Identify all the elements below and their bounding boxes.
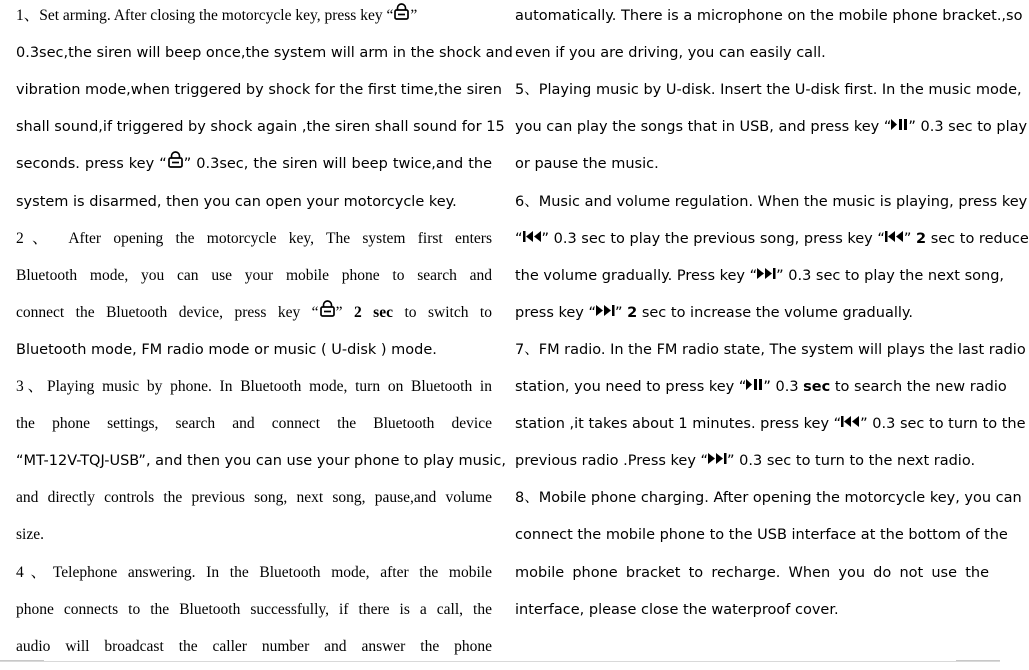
text-segment: station ,it takes about 1 minutes. press key “ [515, 416, 842, 433]
text-segment: ” 0.3sec, the siren will beep twice,and the [183, 156, 492, 173]
text-segment: 3、Playing music by phone. In Bluetooth mode, turn on Bluetooth in [16, 378, 492, 395]
text-segment: or pause the music. [515, 156, 659, 173]
text-segment: seconds. press key “ [16, 156, 167, 173]
text-segment: ” 0.3 sec to play the next song, [776, 267, 1005, 284]
text-segment: ” 0.3 sec to turn to the next radio. [727, 453, 976, 470]
text-segment: size. [16, 526, 44, 544]
play-pause-icon [746, 372, 763, 402]
next-track-icon [708, 446, 727, 476]
left-text-line [16, 112, 505, 149]
text-segment: ” [335, 303, 354, 321]
text-segment: ” 0.3 sec to play [908, 119, 1028, 136]
left-text-line [16, 409, 492, 446]
text-segment: 4、Telephone answering. In the Bluetooth mode, after the mobile [16, 563, 492, 581]
text-segment: automatically. There is a microphone on the mobile phone bracket.,so [515, 8, 1023, 24]
text-segment: sec to reduce [926, 230, 1029, 247]
right-text-line [515, 446, 989, 483]
lock-icon [167, 149, 184, 179]
right-text-line [515, 558, 989, 595]
right-text-line [515, 187, 1028, 224]
text-segment: 2 sec [353, 303, 393, 321]
right-text-line [515, 1, 1023, 38]
text-segment: 1、Set arming. After closing the motorcycle key, press key “ [16, 7, 394, 24]
text-segment: the volume gradually. Press key “ [515, 267, 758, 284]
text-segment: vibration mode,when triggered by shock for the first time,the siren [16, 82, 502, 99]
next-track-icon [596, 298, 615, 328]
right-text-line [515, 149, 989, 186]
text-segment: ” 0.3 sec to turn to the [860, 416, 1026, 433]
text-segment: to search the new radio [830, 379, 1007, 395]
text-segment: sec [803, 379, 831, 395]
text-segment: mobile phone bracket to recharge. When you do not use the [515, 564, 989, 581]
right-text-line [515, 261, 1005, 298]
right-text-line [515, 595, 989, 632]
text-segment: and directly controls the previous song, next song, pause,and volume [16, 489, 492, 507]
text-segment: ” 0.3 sec to play the previous song, press key “ [541, 230, 885, 247]
page-bottom-divider [0, 661, 1000, 662]
left-text-line [16, 75, 502, 112]
text-segment: to switch to [392, 303, 492, 321]
right-text-line [515, 38, 989, 75]
text-segment: 2 [627, 304, 638, 321]
text-segment: 2 [916, 230, 927, 247]
left-text-line [16, 298, 492, 335]
left-text-line [16, 520, 492, 557]
text-segment: audio will broadcast the caller number and answer the phone [16, 637, 492, 655]
text-segment: “MT-12V-TQJ-USB”, and then you can use your phone to play music, [16, 453, 506, 470]
text-segment: station, you need to press key “ [515, 379, 747, 395]
text-segment: 6、Music and volume regulation. When the music is playing, press key [515, 193, 1028, 210]
left-text-line [16, 595, 492, 632]
left-text-line [16, 632, 492, 669]
lock-icon [393, 1, 410, 31]
text-segment: ” [903, 230, 916, 247]
text-segment: “ [515, 230, 523, 247]
text-segment: connect the mobile phone to the USB interface at the bottom of the [515, 527, 1008, 544]
left-text-line [16, 187, 492, 224]
right-text-line [515, 112, 1028, 149]
left-text-line [16, 224, 492, 261]
right-text-line [515, 409, 1026, 446]
text-segment: ” 0.3 [763, 379, 804, 395]
right-text-line [515, 520, 1008, 557]
text-segment: connect the Bluetooth device, press key “ [16, 303, 319, 321]
text-segment: you can play the songs that in USB, and press key “ [515, 119, 892, 136]
text-segment: press key “ [515, 304, 596, 321]
text-segment: even if you are driving, you can easily call. [515, 45, 826, 62]
left-text-line [16, 372, 492, 409]
left-text-line [16, 1, 492, 38]
left-text-line [16, 335, 492, 372]
previous-track-icon [885, 224, 904, 254]
right-text-line [515, 335, 1026, 372]
text-segment: 7、FM radio. In the FM radio state, The system will plays the last radio [515, 341, 1026, 358]
left-text-line [16, 149, 492, 186]
play-pause-icon [891, 112, 908, 142]
previous-track-icon [523, 224, 542, 254]
text-segment: interface, please close the waterproof cover. [515, 601, 839, 618]
left-margin-mark [0, 660, 44, 670]
text-segment: shall sound,if triggered by shock again ,the siren shall sound for 15 [16, 119, 505, 136]
text-segment: Bluetooth mode, you can use your mobile phone to search and [16, 266, 492, 284]
text-segment: sec to increase the volume gradually. [637, 304, 914, 321]
left-text-line [16, 446, 506, 483]
left-text-line [16, 483, 492, 520]
right-text-line [515, 483, 1022, 520]
text-segment: 0.3sec,the siren will beep once,the system will arm in the shock and [16, 45, 513, 62]
next-track-icon [757, 261, 776, 291]
right-margin-mark [956, 660, 1000, 670]
right-text-line [515, 75, 1022, 112]
text-segment: 5、Playing music by U-disk. Insert the U-disk first. In the music mode, [515, 82, 1022, 99]
text-segment: ” [615, 304, 628, 321]
lock-icon [319, 298, 336, 328]
text-segment: phone connects to the Bluetooth successfully, if there is a call, the [16, 600, 492, 618]
text-segment: previous radio .Press key “ [515, 453, 709, 470]
text-segment: Bluetooth mode, FM radio mode or music ( U-disk ) mode. [16, 341, 437, 358]
text-segment: 8、Mobile phone charging. After opening the motorcycle key, you can [515, 490, 1022, 507]
right-text-line [515, 298, 989, 335]
text-segment: 2、 After opening the motorcycle key, The system first enters [16, 229, 492, 247]
text-segment: ” [410, 7, 418, 24]
text-segment: system is disarmed, then you can open your motorcycle key. [16, 193, 457, 210]
right-text-line [515, 372, 1007, 409]
right-text-line [515, 224, 1029, 261]
previous-track-icon [841, 409, 860, 439]
left-text-line [16, 38, 513, 75]
left-text-line [16, 558, 492, 595]
text-segment: the phone settings, search and connect the Bluetooth device [16, 415, 492, 433]
left-text-line [16, 261, 492, 298]
